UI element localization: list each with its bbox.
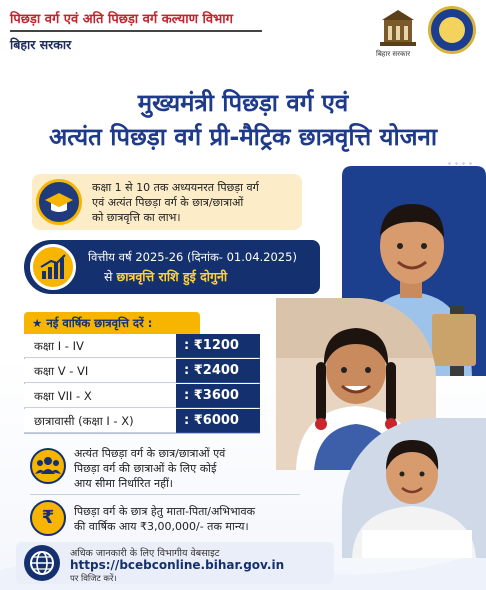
government-name: बिहार सरकार xyxy=(10,37,72,52)
income-limit-note xyxy=(74,446,314,491)
scholarship-amount: : ₹2400 xyxy=(176,359,260,383)
scheme-title-line-1: मुख्यमंत्री पिछड़ा वर्ग एवं xyxy=(137,89,349,117)
table-row xyxy=(24,334,260,358)
website-link[interactable]: https://bcebconline.bihar.gov.in xyxy=(70,558,285,572)
scholarship-amount: : ₹6000 xyxy=(176,409,260,433)
table-row xyxy=(24,409,260,433)
table-row xyxy=(24,384,260,408)
fiscal-year-message xyxy=(104,268,227,285)
scholarship-amount: : ₹3600 xyxy=(176,384,260,408)
table-row xyxy=(24,359,260,383)
growth-chart-icon xyxy=(30,244,76,290)
class-label: छात्रावासी (कक्षा I - X) xyxy=(24,409,176,433)
scholarship-rates-heading: ★ नई वार्षिक छात्रवृत्ति दरें : xyxy=(24,312,200,334)
emblem-caption: बिहार सरकार xyxy=(376,50,411,58)
scheme-title-line-2: अत्यंत पिछड़ा वर्ग प्री-मैट्रिक छात्रवृत्ति योजना xyxy=(48,123,438,151)
income-cap-line-1: पिछड़ा वर्ग के छात्र हेतु माता-पिता/अभिभावक xyxy=(74,505,256,518)
class-info-text xyxy=(92,180,302,225)
group-icon xyxy=(30,448,66,484)
scholarship-amount: : ₹1200 xyxy=(176,334,260,358)
class-info-line-1: कक्षा 1 से 10 तक अध्ययनरत पिछड़ा वर्ग xyxy=(92,181,259,194)
rupee-icon: ₹ xyxy=(30,500,66,536)
seal-center xyxy=(439,17,465,43)
website-visit-note: पर विजिट करें। xyxy=(70,574,117,584)
header-divider xyxy=(10,30,262,32)
class-label: कक्षा V - VI xyxy=(24,359,176,383)
class-info-line-2: एवं अत्यंत पिछड़ा वर्ग के छात्र/छात्राओं xyxy=(92,196,244,209)
income-cap-note xyxy=(74,504,334,534)
section-divider xyxy=(30,494,300,495)
globe-icon xyxy=(24,545,60,581)
website-intro: अधिक जानकारी के लिए विभागीय वेबसाइट xyxy=(70,548,220,559)
graduation-cap-icon xyxy=(36,179,82,225)
department-seal-icon xyxy=(428,6,476,54)
fiscal-message-prefix: से xyxy=(104,269,117,284)
fiscal-year-date: वित्तीय वर्ष 2025-26 (दिनांक- 01.04.2025) xyxy=(88,250,297,264)
income-limit-line-2: पिछड़ा वर्ग की छात्राओं के लिए कोई xyxy=(74,462,217,475)
class-info-line-3: को छात्रवृत्ति का लाभ। xyxy=(92,211,181,224)
class-label: कक्षा I - IV xyxy=(24,334,176,358)
income-limit-line-1: अत्यंत पिछड़ा वर्ग के छात्र/छात्राओं एवं xyxy=(74,447,226,460)
income-cap-line-2: की वार्षिक आय ₹3,00,000/- तक मान्य। xyxy=(74,520,249,533)
income-limit-line-3: आय सीमा निर्धारित नहीं। xyxy=(74,477,173,490)
fiscal-message-highlight: छात्रवृत्ति राशि हुई दोगुनी xyxy=(116,269,228,284)
department-name: पिछड़ा वर्ग एवं अति पिछड़ा वर्ग कल्याण विभाग xyxy=(10,12,233,27)
class-label: कक्षा VII - X xyxy=(24,384,176,408)
